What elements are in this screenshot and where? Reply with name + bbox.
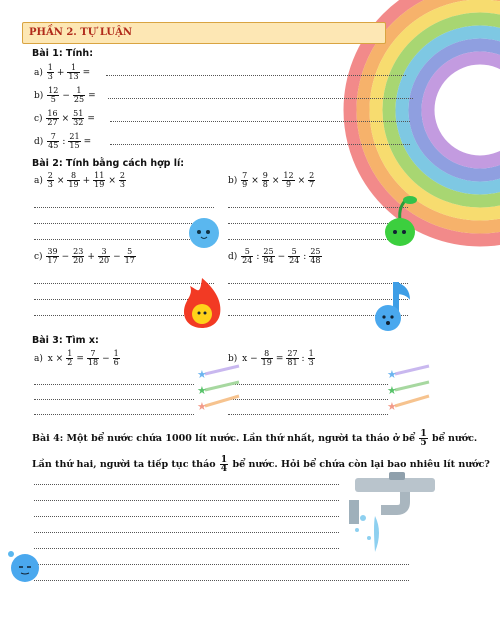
svg-text:★: ★	[197, 400, 207, 413]
answer-line	[110, 144, 410, 145]
fraction-numerator: 7	[87, 350, 99, 359]
fraction-denominator: 81	[287, 358, 298, 367]
operator: −	[113, 252, 121, 262]
bai4-frac1-num: 1	[420, 429, 427, 439]
svg-text:★: ★	[387, 384, 397, 397]
fraction-numerator: 9	[262, 171, 268, 180]
answer-line	[34, 516, 339, 517]
fraction	[288, 248, 300, 265]
answer-line	[34, 399, 194, 400]
fraction-numerator: 5	[124, 248, 136, 257]
answer-line	[34, 414, 194, 415]
answer-line	[110, 121, 410, 122]
blue-drop-icon	[5, 548, 41, 588]
fraction-denominator: 13	[68, 72, 79, 81]
fraction	[72, 248, 84, 265]
operator: +	[87, 252, 95, 262]
bai4-frac2-den: 4	[220, 464, 228, 474]
fraction-denominator: 3	[47, 72, 53, 81]
fraction-numerator: 1	[47, 63, 53, 72]
equals-sign: =	[88, 91, 96, 101]
fraction-denominator: 5	[50, 95, 56, 104]
fraction-denominator: 27	[47, 118, 58, 127]
bai4-line2-suffix: bể nước. Hỏi bể chứa còn lại bao nhiêu lít nước?	[232, 459, 490, 470]
fraction-numerator: 16	[47, 109, 58, 118]
fraction-denominator: 45	[48, 141, 59, 150]
fraction	[309, 248, 321, 265]
item-label: a)	[34, 354, 46, 364]
blue-music-note-icon	[372, 278, 416, 338]
operator: =	[275, 354, 284, 364]
fraction-denominator: 7	[309, 180, 315, 189]
item-label: b)	[34, 91, 47, 101]
water-tap-icon	[345, 472, 441, 558]
bai4-line2	[32, 456, 490, 473]
operator: ×	[251, 176, 259, 186]
fraction	[262, 248, 274, 265]
answer-line	[228, 414, 388, 415]
fraction-numerator: 27	[287, 349, 298, 358]
fraction-denominator: 2	[67, 358, 73, 367]
operator: :	[303, 252, 307, 262]
fraction-numerator: 39	[47, 247, 58, 256]
svg-text:★: ★	[197, 384, 207, 397]
operator: +	[82, 176, 91, 186]
bai4-line2-prefix: Lần thứ hai, người ta tiếp tục tháo	[32, 459, 216, 470]
operator: x ×	[47, 354, 64, 364]
fraction	[241, 248, 253, 265]
fraction-denominator: 3	[47, 180, 53, 189]
fraction-denominator: 24	[289, 256, 300, 265]
item-label: c)	[34, 114, 46, 124]
operator: :	[301, 354, 305, 364]
expression	[228, 172, 316, 189]
bai3-title: Bài 3: Tìm x:	[32, 335, 99, 346]
fraction-denominator: 18	[87, 358, 99, 367]
answer-line	[106, 75, 406, 76]
fraction-denominator: 3	[308, 358, 314, 367]
fraction	[282, 172, 294, 189]
fraction-numerator: 8	[261, 350, 273, 359]
operator: −	[102, 354, 110, 364]
fraction-denominator: 48	[310, 256, 321, 265]
equals-sign: =	[82, 68, 91, 78]
fraction-denominator: 9	[242, 180, 248, 189]
operator: ×	[56, 176, 65, 186]
fraction	[124, 248, 136, 265]
expression	[34, 133, 93, 150]
expression	[228, 248, 323, 265]
bai4-frac2	[220, 456, 228, 473]
fraction-numerator: 51	[73, 109, 84, 118]
answer-line	[228, 384, 388, 385]
fraction	[98, 248, 110, 265]
fraction-denominator: 24	[242, 256, 253, 265]
fraction-numerator: 1	[308, 349, 314, 358]
fraction	[46, 248, 58, 265]
section-title: PHẦN 2. TỰ LUẬN	[22, 22, 386, 44]
bai4-line1-prefix: Bài 4: Một bể nước chứa 1000 lít nước. Lần thứ nhất, người ta tháo ở bể	[32, 433, 416, 444]
fraction	[46, 110, 58, 127]
fraction-numerator: 12	[283, 171, 294, 180]
answer-line	[34, 500, 339, 501]
item-label: b)	[228, 354, 241, 364]
equals-sign: =	[87, 114, 95, 124]
operator: ×	[271, 176, 280, 186]
rainbow-icon	[330, 0, 500, 110]
answer-line	[34, 207, 214, 208]
fraction-numerator: 25	[263, 247, 274, 256]
fraction-numerator: 25	[310, 247, 321, 256]
fraction	[73, 87, 85, 104]
bai4-frac1-den: 5	[420, 438, 427, 448]
fraction-numerator: 11	[94, 171, 105, 180]
answer-line	[228, 399, 388, 400]
operator: ×	[61, 114, 70, 124]
expression	[34, 87, 98, 104]
item-label: a)	[34, 176, 46, 186]
fraction	[261, 350, 273, 367]
fraction	[308, 172, 315, 189]
fraction-denominator: 8	[262, 180, 268, 189]
answer-line	[34, 484, 339, 485]
item-label: d)	[34, 137, 47, 147]
fraction-denominator: 17	[124, 256, 135, 265]
bai4-frac1	[419, 430, 427, 447]
fraction-denominator: 19	[261, 358, 272, 367]
expression	[228, 350, 316, 367]
fraction-numerator: 21	[69, 132, 80, 141]
fraction	[47, 64, 54, 81]
item-label: a)	[34, 68, 46, 78]
blue-drop-icon	[186, 216, 222, 254]
svg-text:★: ★	[197, 368, 207, 381]
fraction-denominator: 25	[73, 95, 85, 104]
svg-text:★: ★	[387, 368, 397, 381]
answer-line	[34, 548, 339, 549]
fraction-numerator: 1	[67, 349, 73, 358]
fraction	[93, 172, 105, 189]
fraction	[286, 350, 298, 367]
bai1-title: Bài 1: Tính:	[32, 48, 93, 59]
fraction-numerator: 5	[241, 248, 253, 257]
operator: ×	[108, 176, 116, 186]
fraction-denominator: 19	[68, 180, 79, 189]
fraction	[87, 350, 99, 367]
shooting-stars-icon	[385, 366, 431, 424]
answer-line	[34, 564, 409, 565]
fraction-numerator: 7	[242, 171, 248, 180]
fraction-denominator: 20	[98, 256, 110, 265]
svg-text:★: ★	[387, 400, 397, 413]
fraction-numerator: 2	[119, 171, 125, 180]
operator: =	[76, 354, 84, 364]
fraction-denominator: 3	[119, 180, 125, 189]
fraction-numerator: 1	[113, 349, 119, 358]
fraction-numerator: 7	[47, 133, 59, 142]
item-label: c)	[34, 252, 46, 262]
fraction-denominator: 9	[285, 180, 292, 189]
operator: −	[277, 252, 286, 262]
fraction	[47, 87, 59, 104]
fraction	[67, 64, 79, 81]
fraction-denominator: 15	[69, 141, 80, 150]
fraction-denominator: 6	[113, 358, 119, 367]
fraction	[67, 172, 79, 189]
fraction-denominator: 32	[73, 118, 84, 127]
fraction-denominator: 20	[73, 256, 84, 265]
operator: −	[61, 252, 70, 262]
bai2-title: Bài 2: Tính bằng cách hợp lí:	[32, 158, 185, 169]
fraction-numerator: 1	[67, 64, 79, 73]
operator: :	[256, 252, 260, 262]
fraction-numerator: 2	[47, 171, 53, 180]
fraction	[68, 133, 80, 150]
expression	[34, 172, 127, 189]
expression	[34, 350, 121, 367]
red-flame-icon	[180, 276, 224, 334]
bai4-line1	[32, 430, 477, 447]
expression	[34, 248, 137, 265]
fraction-denominator: 94	[263, 256, 274, 265]
fraction-numerator: 12	[48, 86, 59, 95]
shooting-stars-icon	[195, 366, 241, 424]
green-sprout-icon	[380, 192, 420, 252]
fraction-numerator: 23	[73, 247, 84, 256]
answer-line	[34, 532, 339, 533]
fraction-numerator: 1	[73, 87, 85, 96]
item-label: b)	[228, 176, 241, 186]
fraction-numerator: 8	[67, 172, 79, 181]
fraction-numerator: 3	[98, 248, 110, 257]
equals-sign: =	[83, 137, 92, 147]
fraction	[119, 172, 126, 189]
fraction	[308, 350, 315, 367]
fraction	[72, 110, 84, 127]
expression	[34, 110, 97, 127]
expression	[34, 64, 92, 81]
fraction	[241, 172, 248, 189]
fraction	[47, 133, 59, 150]
fraction-denominator: 19	[94, 180, 105, 189]
item-label: d)	[228, 252, 241, 262]
operator: x −	[242, 354, 258, 364]
fraction	[262, 172, 269, 189]
answer-line	[34, 580, 409, 581]
bai4-line1-suffix: bể nước.	[432, 433, 478, 444]
bai4-frac2-num: 1	[220, 455, 228, 465]
fraction-denominator: 17	[47, 256, 58, 265]
fraction-numerator: 5	[288, 248, 300, 257]
answer-line	[34, 384, 194, 385]
answer-line	[108, 98, 413, 99]
fraction-numerator: 2	[309, 171, 315, 180]
fraction	[47, 172, 54, 189]
operator: ×	[297, 176, 306, 186]
operator: :	[62, 137, 66, 147]
operator: −	[62, 91, 70, 101]
fraction	[66, 350, 73, 367]
fraction	[113, 350, 120, 367]
operator: +	[56, 68, 65, 78]
